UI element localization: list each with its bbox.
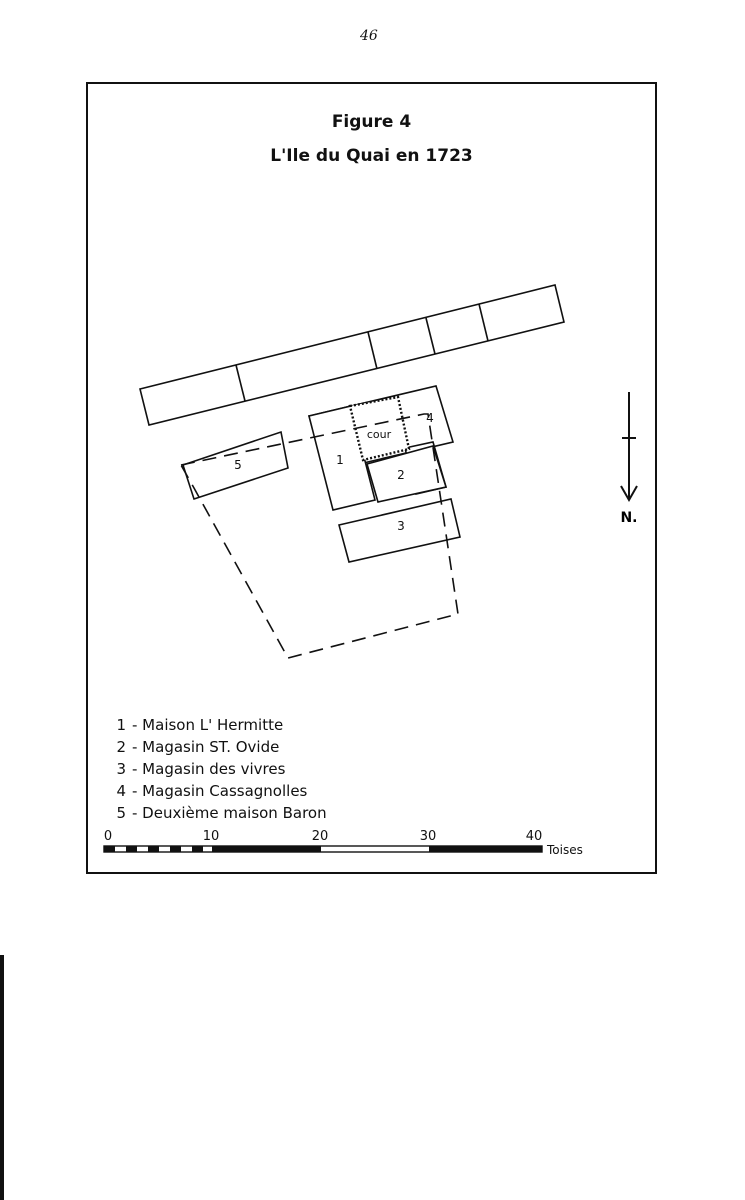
legend-label: - Magasin des vivres [132, 760, 286, 778]
legend-number: 3 [116, 760, 126, 778]
figure-frame [86, 82, 657, 874]
label-building-4: 4 [426, 411, 434, 425]
legend-number: 2 [116, 738, 126, 756]
scale-unit: Toises [547, 843, 583, 857]
quay-strip [140, 285, 564, 425]
legend-label: - Magasin Cassagnolles [132, 782, 308, 800]
legend-item [104, 802, 327, 824]
legend-item [104, 736, 327, 758]
page-number: 46 [360, 28, 378, 44]
scale-tick-label: 30 [419, 829, 437, 844]
quay-divider [426, 318, 435, 354]
label-building-3: 3 [397, 519, 405, 533]
label-building-5: 5 [234, 458, 242, 472]
label-courtyard: cour [366, 428, 392, 441]
legend-number: 4 [116, 782, 126, 800]
north-label: N. [620, 510, 638, 526]
figure-subtitle: L'Ile du Quai en 1723 [270, 146, 473, 166]
scale-bar [88, 824, 659, 864]
scale-tick-label: 20 [311, 829, 329, 844]
legend-item [104, 714, 327, 736]
legend-label: - Magasin ST. Ovide [132, 738, 280, 756]
legend-number: 1 [116, 716, 126, 734]
quay-divider [479, 304, 488, 341]
quay-divider [368, 332, 377, 369]
legend-label: - Deuxième maison Baron [132, 804, 327, 822]
legend-label: - Maison L' Hermitte [132, 716, 284, 734]
quay-outline [140, 285, 564, 425]
legend-number: 5 [116, 804, 126, 822]
scale-tick-label: 10 [202, 829, 220, 844]
label-building-2: 2 [397, 468, 405, 482]
scan-edge-mark [0, 955, 4, 1200]
scale-tick-label: 40 [525, 829, 543, 844]
figure-title: Figure 4 [331, 112, 412, 132]
legend [104, 714, 327, 824]
legend-item [104, 758, 327, 780]
label-building-1: 1 [336, 453, 344, 467]
north-arrow-icon [621, 392, 637, 500]
legend-item [104, 780, 327, 802]
scale-tick-label: 0 [103, 829, 113, 844]
quay-divider [236, 365, 245, 401]
